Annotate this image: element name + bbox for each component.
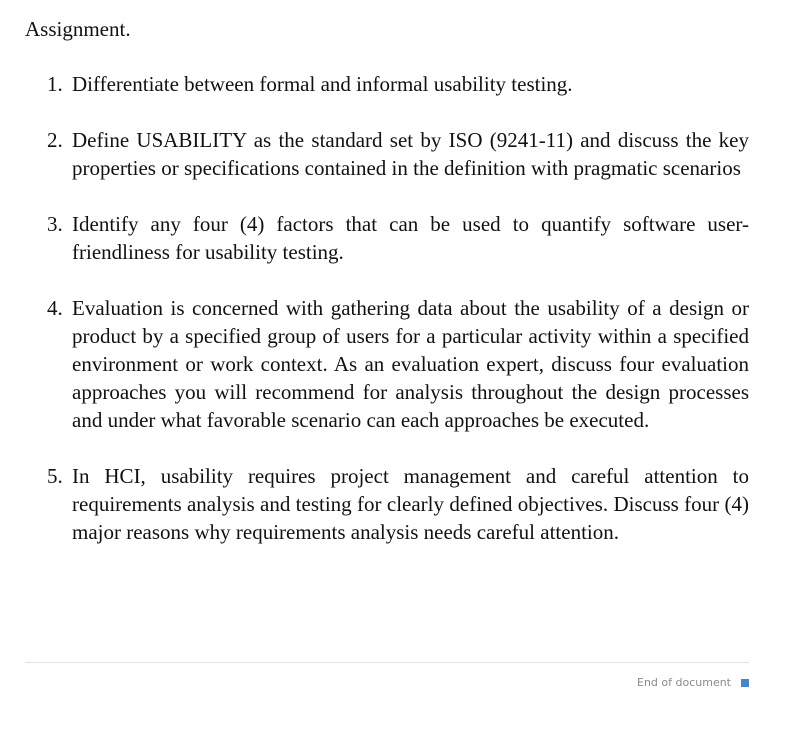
document-title: Assignment. [25, 17, 131, 41]
question-item-3 [25, 210, 749, 266]
question-text: Differentiate between formal and informal usability testing. [72, 72, 573, 96]
question-text: Evaluation is concerned with gathering data about the usability of a design or product by a specified group of users for a particular activity within a specified environment or work context. As an evaluation expert, discuss four evaluation approaches you will recommend for analysis throughout the design processes and under what favorable scenario can each approaches be executed. [72, 296, 749, 432]
question-item-1 [25, 70, 749, 98]
question-item-2 [25, 126, 749, 182]
question-item-4 [25, 294, 749, 434]
end-divider [25, 662, 749, 663]
question-number: 2. [47, 128, 63, 152]
question-text: Define USABILITY as the standard set by ISO (9241-11) and discuss the key properties or specifications contained in the definition with pragmatic scenarios [72, 128, 749, 180]
question-item-5 [25, 462, 749, 546]
end-of-document [637, 676, 749, 689]
square-marker-icon [741, 679, 749, 687]
end-of-document-label: End of document [637, 676, 731, 689]
question-text: In HCI, usability requires project management and careful attention to requirements analysis and testing for clearly defined objectives. Discuss four (4) major reasons why requirements analysis needs careful attention. [72, 464, 749, 544]
question-number: 5. [47, 464, 63, 488]
question-text: Identify any four (4) factors that can be used to quantify software user-friendliness for usability testing. [72, 212, 749, 264]
question-list [25, 70, 749, 546]
question-number: 4. [47, 296, 63, 320]
question-number: 1. [47, 72, 63, 96]
question-number: 3. [47, 212, 63, 236]
